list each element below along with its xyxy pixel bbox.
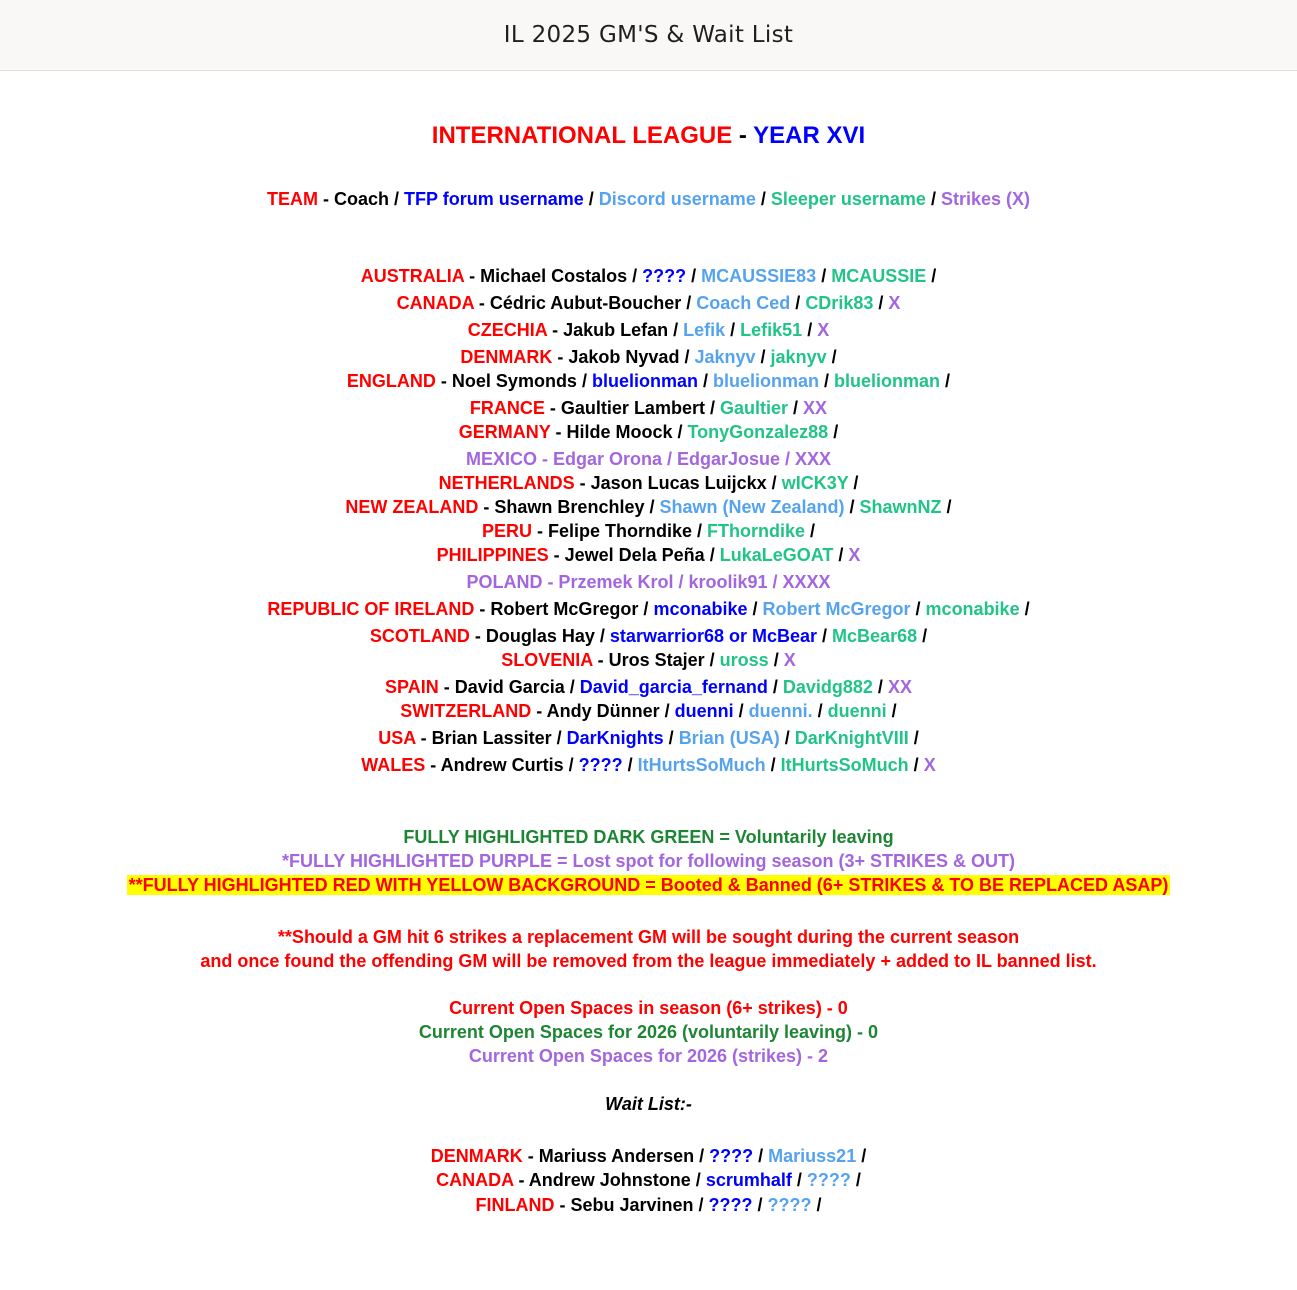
discord-username: Lefik bbox=[683, 320, 726, 340]
team-row bbox=[0, 448, 1297, 470]
team-name: NEW ZEALAND bbox=[345, 497, 479, 517]
coach-name: David Garcia bbox=[454, 677, 565, 697]
discord-username: bluelionman bbox=[713, 371, 820, 391]
tfp-username: duenni bbox=[674, 701, 734, 721]
coach-name: Jewel Dela Peña bbox=[564, 545, 705, 565]
sleeper-username: Lefik51 bbox=[740, 320, 803, 340]
strikes: XX bbox=[803, 398, 828, 418]
discord-username: ItHurtsSoMuch bbox=[637, 755, 766, 775]
coach-name: Sebu Jarvinen bbox=[570, 1195, 694, 1215]
tfp-username: mconabike bbox=[653, 599, 748, 619]
team-row: NETHERLANDS - Jason Lucas Luijckx / wICK3Y / bbox=[438, 473, 859, 493]
coach-name: Jakob Nyvad bbox=[568, 347, 680, 367]
sleeper-username: duenni bbox=[827, 701, 887, 721]
team-name: FINLAND bbox=[475, 1195, 555, 1215]
coach-name: Cédric Aubut-Boucher bbox=[489, 293, 682, 313]
team-row: PERU - Felipe Thorndike / FThorndike / bbox=[481, 521, 816, 541]
team-row: CANADA - Cédric Aubut-Boucher / Coach Ced / CDrik83 / X bbox=[396, 293, 901, 313]
discord-username: Mariuss21 bbox=[768, 1146, 857, 1166]
rule-line-2: and once found the offending GM will be removed from the league immediately + added to IL banned list. bbox=[200, 951, 1097, 971]
sleeper-username: ShawnNZ bbox=[859, 497, 942, 517]
team-name: PERU bbox=[481, 521, 532, 541]
strikes: X bbox=[848, 545, 861, 565]
strikes: XX bbox=[887, 677, 912, 697]
sleeper-username: TonyGonzalez88 bbox=[687, 422, 829, 442]
team-row: FRANCE - Gaultier Lambert / Gaultier / XX bbox=[469, 398, 828, 418]
team-row bbox=[0, 571, 1297, 593]
note-red-yellow: **FULLY HIGHLIGHTED RED WITH YELLOW BACKGROUND = Booted & Banned (6+ STRIKES & TO BE REPLACED ASAP) bbox=[128, 875, 1169, 895]
team-name: DENMARK bbox=[460, 347, 553, 367]
team-name: CZECHIA bbox=[467, 320, 548, 340]
team-name: SPAIN bbox=[385, 677, 439, 697]
discord-username: Shawn (New Zealand) bbox=[659, 497, 845, 517]
team-name: FRANCE bbox=[469, 398, 545, 418]
coach-name: Felipe Thorndike bbox=[547, 521, 692, 541]
team-row: SLOVENIA - Uros Stajer / uross / X bbox=[501, 650, 796, 670]
team-name: SCOTLAND bbox=[369, 626, 470, 646]
strikes: X bbox=[923, 755, 936, 775]
discord-username: duenni. bbox=[748, 701, 813, 721]
tfp-username: ???? bbox=[709, 1146, 754, 1166]
team-row-text: POLAND - Przemek Krol / kroolik91 / XXXX bbox=[466, 572, 831, 592]
discord-username: ???? bbox=[806, 1170, 851, 1190]
sleeper-username: uross bbox=[719, 650, 769, 670]
format-legend: TEAM - Coach / TFP forum username / Discord username / Sleeper username / Strikes (X) bbox=[267, 189, 1030, 209]
team-row: ENGLAND - Noel Symonds / bluelionman / bluelionman / bluelionman / bbox=[346, 371, 951, 391]
waitlist-row: CANADA - Andrew Johnstone / scrumhalf / ???? / bbox=[436, 1170, 861, 1190]
discord-username: Jaknyv bbox=[694, 347, 756, 367]
tfp-username: starwarrior68 or McBear bbox=[609, 626, 818, 646]
coach-name: Andy Dünner bbox=[546, 701, 660, 721]
sleeper-username: mconabike bbox=[925, 599, 1020, 619]
team-row: WALES - Andrew Curtis / ???? / ItHurtsSoMuch / ItHurtsSoMuch / X bbox=[361, 755, 936, 775]
coach-name: Uros Stajer bbox=[608, 650, 705, 670]
sleeper-username: MCAUSSIE bbox=[831, 266, 927, 286]
waitlist-row: DENMARK - Mariuss Andersen / ???? / Mariuss21 / bbox=[430, 1146, 867, 1166]
page-header bbox=[0, 0, 1297, 71]
team-name: NETHERLANDS bbox=[438, 473, 575, 493]
coach-name: Gaultier Lambert bbox=[560, 398, 705, 418]
team-row: CZECHIA - Jakub Lefan / Lefik / Lefik51 / X bbox=[467, 320, 830, 340]
sleeper-username: ItHurtsSoMuch bbox=[780, 755, 909, 775]
note-dark-green: FULLY HIGHLIGHTED DARK GREEN = Voluntarily leaving bbox=[403, 827, 894, 847]
sleeper-username: McBear68 bbox=[832, 626, 918, 646]
tfp-username: ???? bbox=[642, 266, 687, 286]
coach-name: Hilde Moock bbox=[566, 422, 673, 442]
coach-name: Brian Lassiter bbox=[431, 728, 552, 748]
coach-name: Noel Symonds bbox=[451, 371, 577, 391]
tfp-username: bluelionman bbox=[591, 371, 698, 391]
coach-name: Robert McGregor bbox=[490, 599, 639, 619]
sleeper-username: jaknyv bbox=[770, 347, 827, 367]
coach-name: Jason Lucas Luijckx bbox=[590, 473, 767, 493]
open-spaces-voluntary: Current Open Spaces for 2026 (voluntarily leaving) - 0 bbox=[418, 1022, 879, 1042]
team-name: CANADA bbox=[436, 1170, 514, 1190]
team-name: SWITZERLAND bbox=[400, 701, 532, 721]
sleeper-username: FThorndike bbox=[707, 521, 806, 541]
rule-line-1: **Should a GM hit 6 strikes a replacement GM will be sought during the current season bbox=[277, 927, 1020, 947]
tfp-username: DarKnights bbox=[566, 728, 664, 748]
team-row: AUSTRALIA - Michael Costalos / ???? / MCAUSSIE83 / MCAUSSIE / bbox=[360, 266, 937, 286]
open-spaces-strikes: Current Open Spaces for 2026 (strikes) - 2 bbox=[468, 1046, 829, 1066]
discord-username: Coach Ced bbox=[696, 293, 791, 313]
team-row: SPAIN - David Garcia / David_garcia_fernand / Davidg882 / XX bbox=[385, 677, 912, 697]
coach-name: Mariuss Andersen bbox=[538, 1146, 695, 1166]
coach-name: Douglas Hay bbox=[485, 626, 595, 646]
sleeper-username: Davidg882 bbox=[782, 677, 873, 697]
coach-name: Shawn Brenchley bbox=[494, 497, 645, 517]
sleeper-username: LukaLeGOAT bbox=[719, 545, 834, 565]
team-name: SLOVENIA bbox=[501, 650, 593, 670]
team-name: REPUBLIC OF IRELAND bbox=[267, 599, 475, 619]
discord-username: MCAUSSIE83 bbox=[701, 266, 817, 286]
sleeper-username: bluelionman bbox=[834, 371, 941, 391]
team-name: USA bbox=[378, 728, 416, 748]
team-row: SCOTLAND - Douglas Hay / starwarrior68 or McBear / McBear68 / bbox=[369, 626, 928, 646]
waitlist-title: Wait List:- bbox=[605, 1094, 692, 1114]
strikes: X bbox=[817, 320, 830, 340]
team-row: PHILIPPINES - Jewel Dela Peña / LukaLeGOAT / X bbox=[436, 545, 861, 565]
coach-name: Jakub Lefan bbox=[563, 320, 669, 340]
team-name: WALES bbox=[361, 755, 426, 775]
tfp-username: ???? bbox=[578, 755, 623, 775]
coach-name: Andrew Curtis bbox=[440, 755, 564, 775]
team-row: GERMANY - Hilde Moock / TonyGonzalez88 / bbox=[458, 422, 839, 442]
note-purple: *FULLY HIGHLIGHTED PURPLE = Lost spot for following season (3+ STRIKES & OUT) bbox=[281, 851, 1016, 871]
team-row: NEW ZEALAND - Shawn Brenchley / Shawn (New Zealand) / ShawnNZ / bbox=[345, 497, 952, 517]
strikes: X bbox=[888, 293, 901, 313]
team-name: CANADA bbox=[396, 293, 474, 313]
team-row: DENMARK - Jakob Nyvad / Jaknyv / jaknyv / bbox=[460, 347, 837, 367]
team-name: GERMANY bbox=[458, 422, 551, 442]
team-row-text: MEXICO - Edgar Orona / EdgarJosue / XXX bbox=[465, 449, 832, 469]
team-name: ENGLAND bbox=[346, 371, 436, 391]
sleeper-username: CDrik83 bbox=[805, 293, 874, 313]
sleeper-username: DarKnightVIII bbox=[794, 728, 909, 748]
tfp-username: scrumhalf bbox=[705, 1170, 792, 1190]
open-spaces-season: Current Open Spaces in season (6+ strikes) - 0 bbox=[449, 998, 848, 1018]
waitlist-row: FINLAND - Sebu Jarvinen / ???? / ???? / bbox=[475, 1195, 822, 1215]
sleeper-username: Gaultier bbox=[719, 398, 789, 418]
team-name: AUSTRALIA bbox=[360, 266, 465, 286]
page-title: IL 2025 GM'S & Wait List bbox=[503, 22, 794, 48]
team-name: DENMARK bbox=[430, 1146, 523, 1166]
league-heading: INTERNATIONAL LEAGUE - YEAR XVI bbox=[431, 122, 866, 149]
discord-username: Robert McGregor bbox=[762, 599, 911, 619]
strikes: X bbox=[783, 650, 796, 670]
sleeper-username: wICK3Y bbox=[781, 473, 849, 493]
discord-username: ???? bbox=[767, 1195, 812, 1215]
coach-name: Andrew Johnstone bbox=[528, 1170, 691, 1190]
tfp-username: ???? bbox=[708, 1195, 753, 1215]
team-row: REPUBLIC OF IRELAND - Robert McGregor / mconabike / Robert McGregor / mconabike / bbox=[267, 599, 1030, 619]
discord-username: Brian (USA) bbox=[678, 728, 780, 748]
team-row: USA - Brian Lassiter / DarKnights / Brian (USA) / DarKnightVIII / bbox=[378, 728, 919, 748]
team-name: PHILIPPINES bbox=[436, 545, 549, 565]
tfp-username: David_garcia_fernand bbox=[579, 677, 768, 697]
team-row: SWITZERLAND - Andy Dünner / duenni / duenni. / duenni / bbox=[400, 701, 897, 721]
coach-name: Michael Costalos bbox=[480, 266, 628, 286]
